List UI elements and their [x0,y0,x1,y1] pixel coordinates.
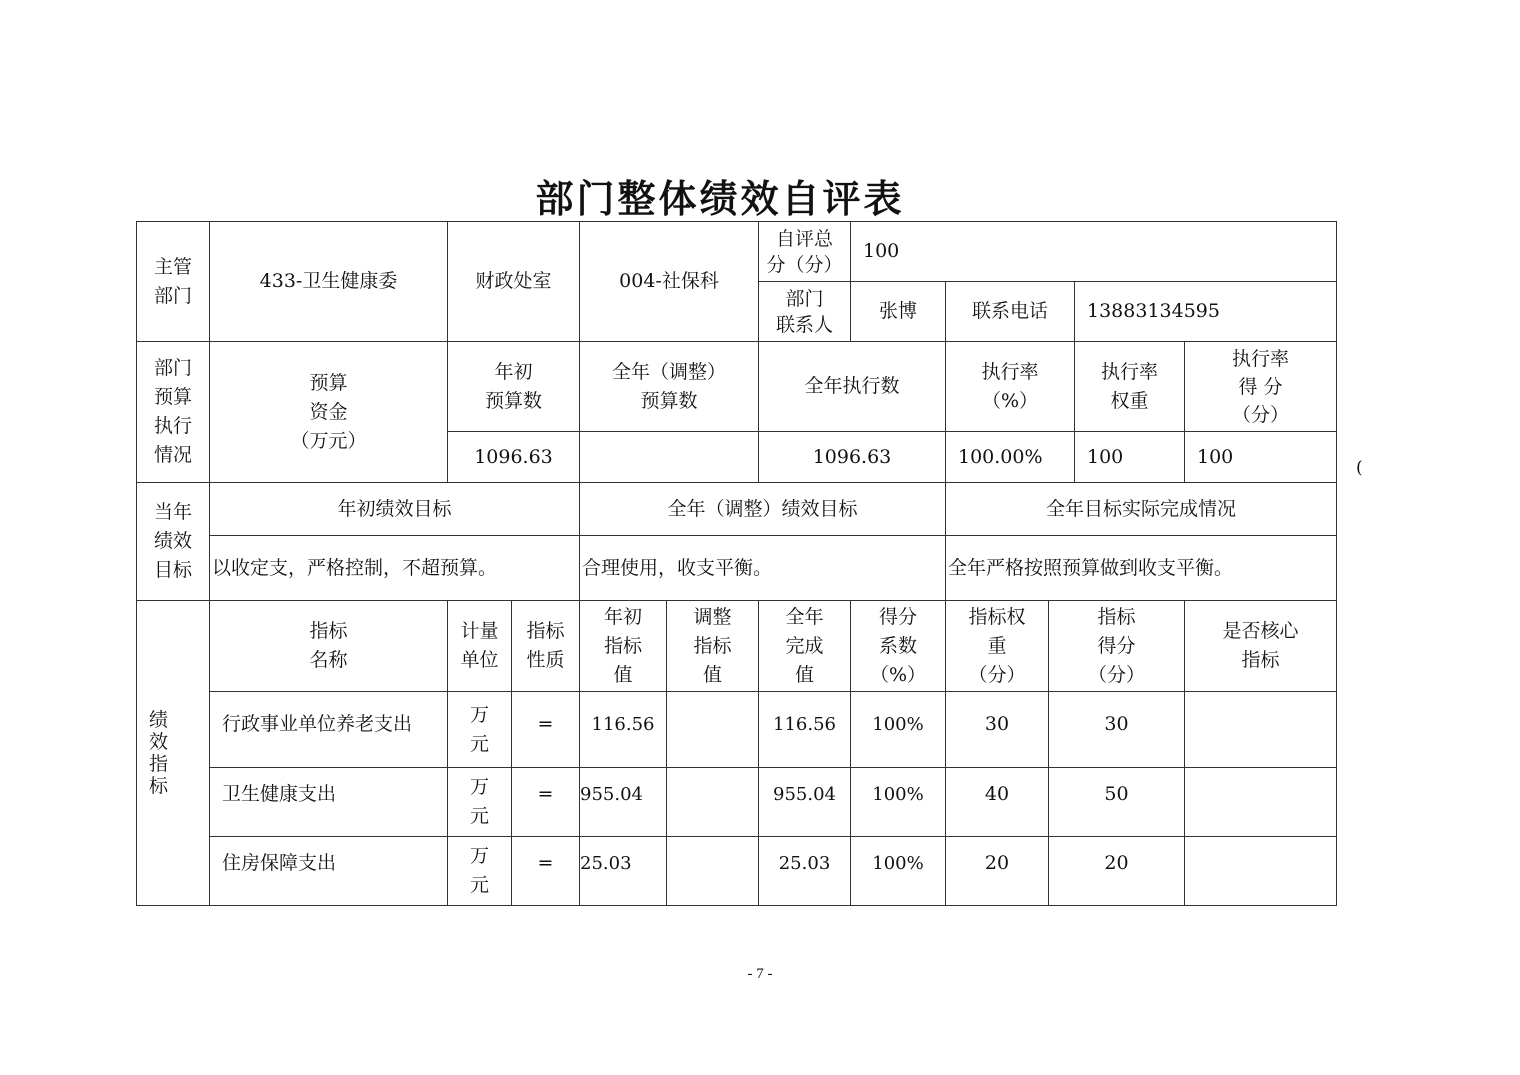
ind-row-weight: 20 [945,836,1049,906]
budget-executed: 1096.63 [758,431,946,483]
ind-row-unit: 万 元 [447,767,512,837]
budget-rate: 100.00% [945,431,1075,483]
ind-row-score: 50 [1048,767,1185,837]
goals-header-initial: 年初绩效目标 [209,482,580,536]
ind-row-initial: 955.04 [579,767,667,837]
contact-label: 部门 联系人 [758,281,851,342]
ind-row-weight: 40 [945,767,1049,837]
ind-row-name: 卫生健康支出 [209,767,448,837]
ind-header-unit: 计量 单位 [447,600,512,692]
ind-row-unit: 万 元 [447,691,512,768]
ind-row-score: 30 [1048,691,1185,768]
ind-row-core [1184,767,1337,837]
ind-row-name: 行政事业单位养老支出 [209,691,448,768]
ind-row-score: 20 [1048,836,1185,906]
dept-label: 主管 部门 [136,221,210,342]
ind-row-initial: 25.03 [579,836,667,906]
goals-header-adjusted: 全年（调整）绩效目标 [579,482,946,536]
phone-label: 联系电话 [945,281,1075,342]
budget-weight: 100 [1074,431,1185,483]
phone-value: 13883134595 [1074,281,1337,342]
ind-header-adjusted: 调整 指标 值 [666,600,759,692]
ind-row-nature: = [511,767,580,837]
dept-name: 433-卫生健康委 [209,221,448,342]
ind-row-core [1184,691,1337,768]
ind-header-weight: 指标权 重 （分） [945,600,1049,692]
budget-funds-label: 预算 资金 （万元） [209,341,448,483]
goals-adjusted: 合理使用，收支平衡。 [579,535,946,601]
ind-header-coef: 得分 系数 （%） [850,600,946,692]
goals-header-actual: 全年目标实际完成情况 [945,482,1337,536]
ind-row-adjusted [666,767,759,837]
office: 财政处室 [447,221,580,342]
ind-header-completed: 全年 完成 值 [758,600,851,692]
ind-row-nature: = [511,691,580,768]
budget-col-executed: 全年执行数 [758,341,946,432]
ind-header-initial: 年初 指标 值 [579,600,667,692]
ind-row-completed: 25.03 [758,836,851,906]
budget-initial: 1096.63 [447,431,580,483]
ind-row-adjusted [666,691,759,768]
stray-mark: ( [1356,458,1363,478]
ind-header-score: 指标 得分 （分） [1048,600,1185,692]
ind-row-weight: 30 [945,691,1049,768]
goals-section-label: 当年 绩效 目标 [136,482,210,601]
contact-name: 张博 [850,281,946,342]
ind-header-nature: 指标 性质 [511,600,580,692]
budget-adjusted [579,431,759,483]
ind-row-completed: 955.04 [758,767,851,837]
ind-row-initial: 116.56 [579,691,667,768]
goals-actual: 全年严格按照预算做到收支平衡。 [945,535,1337,601]
ind-row-name: 住房保障支出 [209,836,448,906]
section: 004-社保科 [579,221,759,342]
budget-col-rate: 执行率 （%） [945,341,1075,432]
score-value: 100 [850,221,1337,282]
budget-col-adjusted: 全年（调整） 预算数 [579,341,759,432]
budget-col-initial: 年初 预算数 [447,341,580,432]
ind-row-coef: 100% [850,691,946,768]
indicators-section-label: 绩 效 指 标 [136,600,210,906]
ind-row-unit: 万 元 [447,836,512,906]
page-title: 部门整体绩效自评表 [535,177,905,221]
ind-row-adjusted [666,836,759,906]
ind-header-core: 是否核心 指标 [1184,600,1337,692]
ind-header-name: 指标 名称 [209,600,448,692]
ind-row-coef: 100% [850,836,946,906]
page-number: - 7 - [747,966,773,982]
ind-row-core [1184,836,1337,906]
budget-section-label: 部门 预算 执行 情况 [136,341,210,483]
goals-initial: 以收定支，严格控制，不超预算。 [209,535,580,601]
ind-row-coef: 100% [850,767,946,837]
budget-col-weight: 执行率 权重 [1074,341,1185,432]
score-label: 自评总 分（分） [758,221,851,282]
budget-score: 100 [1184,431,1337,483]
ind-row-completed: 116.56 [758,691,851,768]
ind-row-nature: = [511,836,580,906]
budget-col-score: 执行率 得 分 （分） [1184,341,1337,432]
